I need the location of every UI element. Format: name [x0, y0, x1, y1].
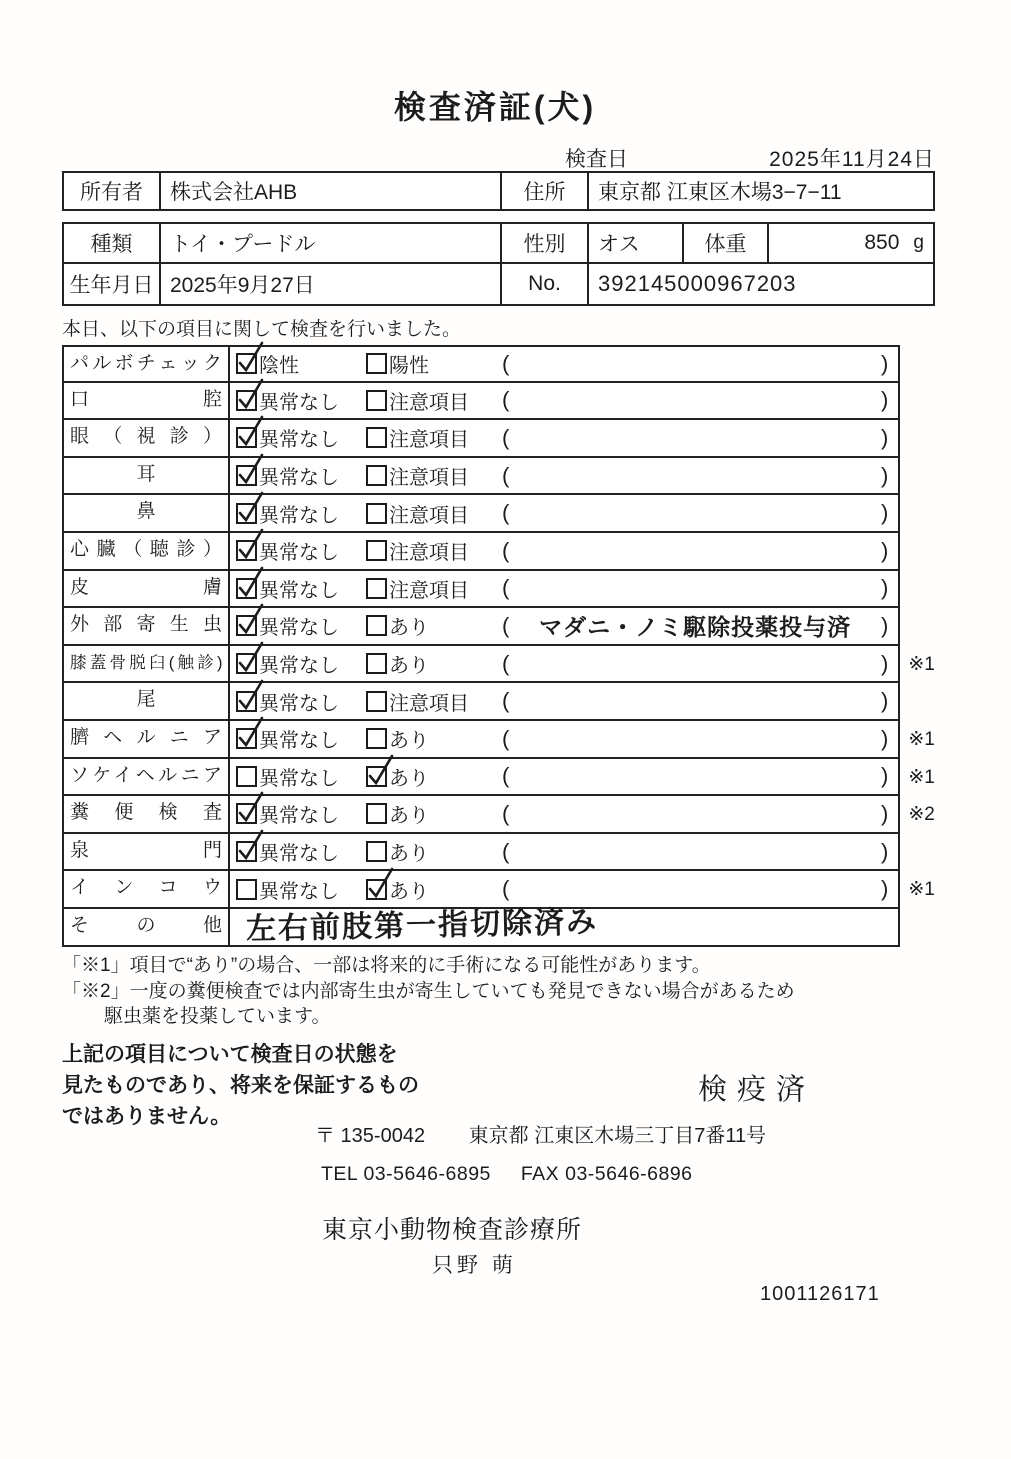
address-value: 東京都 江東区木場3−7−11: [587, 173, 933, 209]
footnote-marker: ※1: [908, 766, 935, 788]
paren-close-icon: ): [881, 876, 889, 902]
option2-label: あり: [389, 843, 429, 866]
footnote-marker: [900, 683, 962, 721]
paren-open-icon: (: [502, 387, 510, 413]
paren-close-icon: ): [881, 350, 889, 376]
clinic-address: 東京都 江東区木場三丁目7番11号: [468, 1125, 767, 1147]
option1-label: 異常なし: [259, 542, 339, 565]
paren-close-icon: ): [881, 800, 889, 826]
inspection-table: [62, 345, 962, 947]
footnote-2: 「※2」一度の糞便検査では内部寄生虫が寄生していても発見できない場合があるため: [62, 980, 795, 1002]
option2-label: 注意項目: [389, 542, 469, 565]
item-note: マダニ・ノミ駆除投薬投与済: [539, 614, 852, 641]
serial-number: 1001126171: [760, 1283, 880, 1305]
inspector-name: 只野 萌: [432, 1254, 517, 1277]
item-label: インコウ: [64, 871, 230, 907]
item-label: 外部寄生虫: [64, 608, 230, 644]
checkbox-option2: [366, 766, 387, 787]
clinic-name: 東京小動物検査診療所: [322, 1216, 583, 1244]
item-label: パルボチェック: [64, 347, 230, 381]
footnote-marker: [900, 533, 962, 571]
owner-value: 株式会社AHB: [159, 173, 500, 209]
table-row: [62, 683, 962, 721]
table-row: [62, 345, 962, 383]
option1-label: 異常なし: [259, 579, 339, 602]
check-mark-icon: [235, 601, 265, 637]
disclaimer-line-3: ではありません。: [62, 1105, 232, 1128]
table-row: [62, 759, 962, 797]
item-label: 尾: [64, 683, 230, 719]
table-row: [62, 458, 962, 496]
paren-open-icon: (: [502, 725, 510, 751]
handwritten-note: 左右前肢第一指切除済み: [245, 905, 599, 946]
check-mark-icon: [235, 376, 265, 412]
checkbox-option1: [236, 615, 257, 636]
item-label-other: その他: [64, 909, 230, 945]
footnote-marker: [900, 608, 962, 646]
check-mark-icon: [235, 789, 265, 825]
table-row-other: [62, 905, 962, 947]
option2-label: 注意項目: [389, 391, 469, 414]
checkbox-option1: [236, 766, 257, 787]
table-row: [62, 533, 962, 571]
option1-label: 異常なし: [259, 467, 339, 490]
table-row: [62, 796, 962, 834]
paren-open-icon: (: [502, 650, 510, 676]
footnote-marker: [900, 495, 962, 533]
footnote-marker: ※1: [908, 879, 935, 901]
paren-open-icon: (: [502, 876, 510, 902]
option2-label: 注意項目: [389, 429, 469, 452]
no-label: No.: [500, 264, 587, 304]
clinic-postal-line: [315, 1119, 766, 1148]
table-row: [62, 383, 962, 421]
paren-close-icon: ): [881, 838, 889, 864]
paren-close-icon: ): [881, 462, 889, 488]
option2-label: 注意項目: [389, 467, 469, 490]
checkbox-option2: [366, 390, 387, 411]
page-title: 検査済証(犬): [393, 89, 597, 125]
item-label: 糞便検査: [64, 796, 230, 832]
paren-close-icon: ): [881, 763, 889, 789]
owner-table: [62, 171, 935, 211]
checkbox-option2: [366, 353, 387, 374]
table-row: [62, 495, 962, 533]
weight-value: [767, 224, 933, 262]
paren-close-icon: ): [881, 725, 889, 751]
sex-value: オス: [587, 224, 682, 262]
item-label: 皮膚: [64, 571, 230, 607]
paren-open-icon: (: [502, 500, 510, 526]
check-mark-icon: [235, 827, 265, 863]
footnote-marker: [900, 420, 962, 458]
option2-label: あり: [389, 767, 429, 790]
inspection-date-label: 検査日: [565, 148, 628, 171]
option1-label: 異常なし: [259, 429, 339, 452]
check-mark-icon: [235, 489, 265, 525]
address-label: 住所: [500, 173, 587, 209]
table-row: [62, 420, 962, 458]
checkbox-option1: [236, 503, 257, 524]
paren-close-icon: ): [881, 537, 889, 563]
option2-label: あり: [389, 655, 429, 678]
weight-number: 850: [864, 231, 900, 254]
checkbox-option1: [236, 653, 257, 674]
birthdate-label: 生年月日: [69, 274, 154, 297]
option1-label: 異常なし: [259, 843, 339, 866]
option2-label: あり: [389, 880, 429, 903]
paren-close-icon: ): [881, 612, 889, 638]
option1-label: 異常なし: [259, 880, 339, 903]
checkbox-option1: [236, 540, 257, 561]
option1-label: 異常なし: [259, 617, 339, 640]
item-label: 眼（視診）: [64, 420, 230, 456]
footnote-2-continued: 駆虫薬を投薬しています。: [104, 1006, 331, 1027]
option2-label: 注意項目: [389, 504, 469, 527]
checkbox-option1: [236, 691, 257, 712]
option2-label: 注意項目: [389, 692, 469, 715]
footnote-marker: [900, 834, 962, 872]
breed-label: 種類: [90, 233, 133, 256]
item-label: 鼻: [64, 495, 230, 531]
paren-close-icon: ): [881, 500, 889, 526]
option1-label: 異常なし: [259, 767, 339, 790]
option1-label: 異常なし: [259, 805, 339, 828]
checkbox-option1: [236, 728, 257, 749]
checkbox-option2: [366, 465, 387, 486]
inspection-rows: [62, 345, 962, 909]
footnote-marker: ※2: [908, 804, 935, 826]
paren-close-icon: ): [881, 650, 889, 676]
paren-open-icon: (: [502, 688, 510, 714]
checkbox-option2: [366, 728, 387, 749]
table-row: [62, 571, 962, 609]
paren-close-icon: ): [881, 424, 889, 450]
footnote-marker: ※1: [908, 653, 935, 675]
item-label: ソケイヘルニア: [64, 759, 230, 795]
paren-open-icon: (: [502, 462, 510, 488]
paren-open-icon: (: [502, 800, 510, 826]
checkbox-option1: [236, 465, 257, 486]
checkbox-option2: [366, 841, 387, 862]
checkbox-option1: [236, 353, 257, 374]
item-label: 臍ヘルニア: [64, 721, 230, 757]
paren-open-icon: (: [502, 350, 510, 376]
checkbox-option2: [366, 540, 387, 561]
quarantine-stamp: 検疫済: [698, 1074, 816, 1106]
option2-label: あり: [389, 730, 429, 753]
paren-open-icon: (: [502, 763, 510, 789]
checkbox-option2: [366, 578, 387, 599]
checkbox-option2: [366, 653, 387, 674]
option1-label: 異常なし: [259, 730, 339, 753]
checkbox-option1: [236, 841, 257, 862]
check-mark-icon: [235, 413, 265, 449]
tel-number: TEL 03-5646-6895: [321, 1163, 491, 1185]
checkbox-option1: [236, 578, 257, 599]
option2-label: 陽性: [389, 355, 429, 378]
check-mark-icon: [235, 639, 265, 675]
table-row: [62, 721, 962, 759]
checkbox-option2: [366, 503, 387, 524]
sex-label: 性別: [500, 224, 587, 262]
option1-label: 陰性: [259, 355, 299, 378]
disclaimer-line-1: 上記の項目について検査日の状態を: [62, 1043, 398, 1066]
checkbox-option2: [366, 691, 387, 712]
paren-open-icon: (: [502, 612, 510, 638]
paren-open-icon: (: [502, 537, 510, 563]
item-label: 膝蓋骨脱臼(触診): [64, 646, 230, 682]
footnote-marker: [900, 909, 962, 947]
breed-value: トイ・プードル: [159, 224, 500, 262]
item-label: 泉門: [64, 834, 230, 870]
check-mark-icon: [365, 865, 395, 901]
table-row: [62, 834, 962, 872]
birthdate-value: 2025年9月27日: [159, 264, 500, 304]
table-row: [62, 608, 962, 646]
check-mark-icon: [235, 564, 265, 600]
check-mark-icon: [235, 714, 265, 750]
item-label: 耳: [64, 458, 230, 494]
paren-close-icon: ): [881, 387, 889, 413]
paren-open-icon: (: [502, 838, 510, 864]
footnote-marker: [900, 345, 962, 383]
option2-label: あり: [389, 617, 429, 640]
disclaimer-line-2: 見たものであり、将来を保証するもの: [62, 1074, 419, 1097]
check-mark-icon: [235, 339, 265, 375]
option2-label: あり: [389, 805, 429, 828]
item-label: 心臓（聴診）: [64, 533, 230, 569]
animal-info-table: [62, 222, 935, 306]
item-label: 口腔: [64, 383, 230, 419]
footnote-marker: ※1: [908, 728, 935, 750]
check-mark-icon: [365, 752, 395, 788]
weight-unit: g: [913, 232, 924, 253]
footnote-1: 「※1」項目で“あり”の場合、一部は将来的に手術になる可能性があります。: [62, 955, 711, 976]
footnote-marker: [900, 458, 962, 496]
footnotes: [62, 953, 795, 1030]
paren-open-icon: (: [502, 575, 510, 601]
weight-label: 体重: [682, 224, 767, 262]
fax-number: FAX 03-5646-6896: [520, 1163, 693, 1185]
check-mark-icon: [235, 526, 265, 562]
checkbox-option2: [366, 615, 387, 636]
check-mark-icon: [235, 451, 265, 487]
checkbox-option1: [236, 427, 257, 448]
owner-label: 所有者: [80, 181, 143, 204]
checkbox-option2: [366, 803, 387, 824]
paren-open-icon: (: [502, 424, 510, 450]
footnote-marker: [900, 571, 962, 609]
checkbox-option1: [236, 879, 257, 900]
table-row: [62, 646, 962, 684]
checkbox-option2: [366, 427, 387, 448]
postal-code: 〒 135-0042: [315, 1125, 426, 1147]
check-mark-icon: [235, 677, 265, 713]
option2-label: 注意項目: [389, 579, 469, 602]
option1-label: 異常なし: [259, 655, 339, 678]
inspection-date-value: 2025年11月24日: [769, 148, 935, 171]
intro-text: 本日、以下の項目に関して検査を行いました。: [62, 319, 462, 340]
checkbox-option2: [366, 879, 387, 900]
paren-close-icon: ): [881, 688, 889, 714]
checkbox-option1: [236, 390, 257, 411]
option1-label: 異常なし: [259, 391, 339, 414]
option1-label: 異常なし: [259, 692, 339, 715]
checkbox-option1: [236, 803, 257, 824]
paren-close-icon: ): [881, 575, 889, 601]
no-value: 392145000967203: [587, 264, 933, 304]
footnote-marker: [900, 383, 962, 421]
contact-line: [321, 1163, 693, 1186]
option1-label: 異常なし: [259, 504, 339, 527]
